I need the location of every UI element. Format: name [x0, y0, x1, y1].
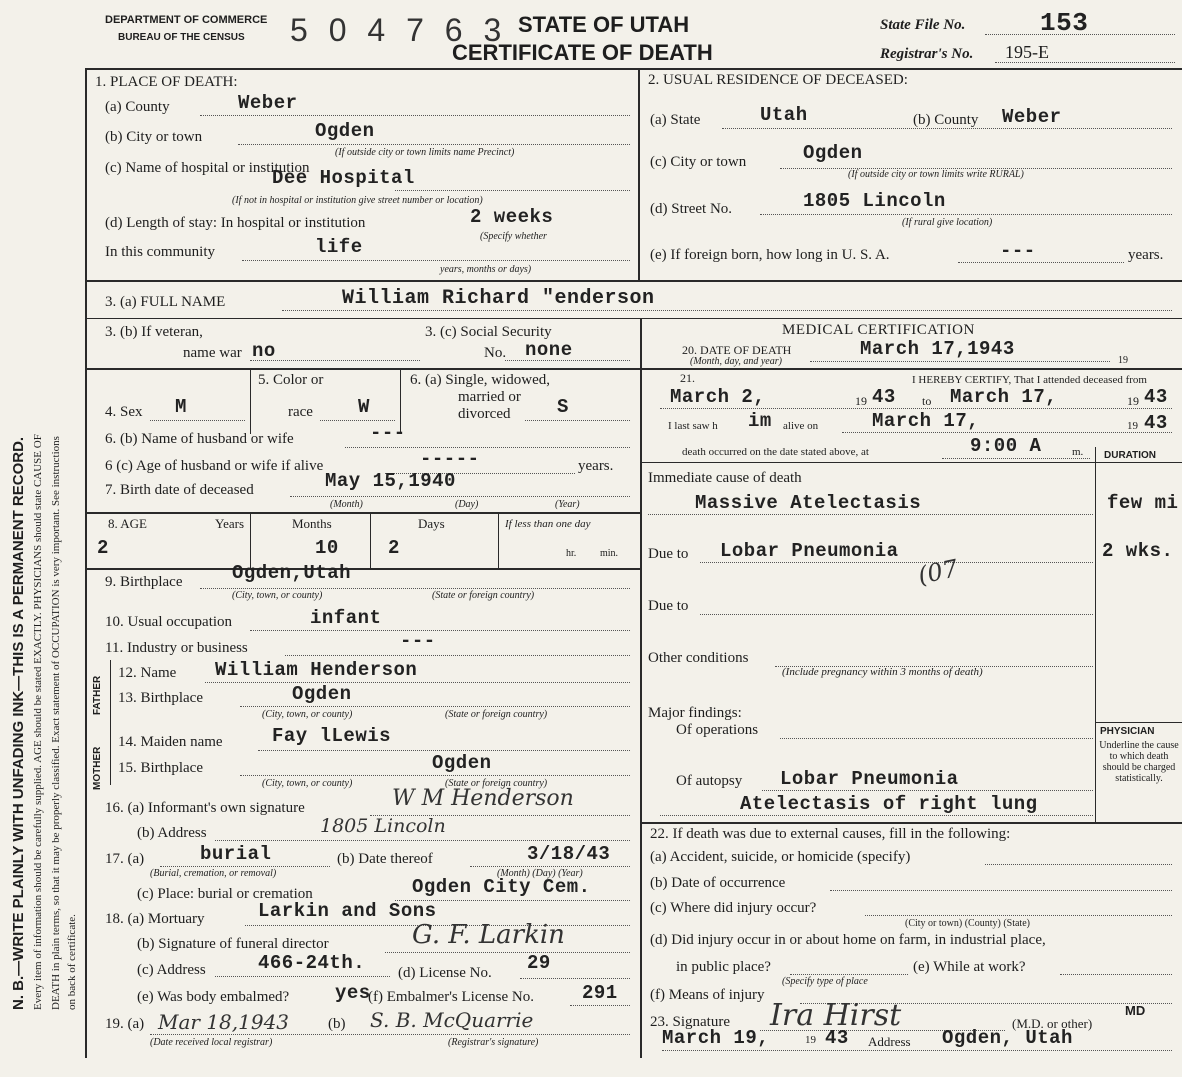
- signature-address-label: Address: [868, 1034, 911, 1049]
- operations-label: Of operations: [676, 722, 759, 738]
- dod-note: (Month, day, and year): [690, 356, 782, 367]
- external-c: (c) Where did injury occur?: [650, 900, 817, 916]
- age-less-header: If less than one day: [505, 518, 591, 530]
- external-d: (d) Did injury occur in or about home on farm, in industrial place,: [650, 932, 1046, 948]
- attend-from: March 2,: [670, 386, 766, 408]
- mother-maiden-value: Fay lLewis: [272, 725, 392, 747]
- margin-instruction-main: N. B.—WRITE PLAINLY WITH UNFADING INK—THIS IS A PERMANENT RECORD.: [10, 436, 27, 1010]
- last-saw-date: March 17,: [872, 410, 980, 432]
- due1-value: Lobar Pneumonia: [720, 540, 899, 562]
- embalmer-license-label: (f) Embalmer's License No.: [368, 989, 534, 1005]
- age-days-header: Days: [418, 516, 445, 531]
- race-value: W: [358, 396, 370, 418]
- ssn-value: none: [525, 339, 573, 361]
- signature-19: 19: [805, 1034, 816, 1046]
- birth-day-note: (Day): [455, 499, 479, 510]
- physician-header: PHYSICIAN: [1100, 726, 1155, 737]
- immediate-value: Massive Atelectasis: [695, 492, 922, 514]
- immediate-duration: few mi: [1107, 492, 1179, 514]
- birthplace-label: 9. Birthplace: [105, 574, 183, 590]
- burial-label: 17. (a): [105, 851, 145, 867]
- physician-note: Underline the cause to which death should be charged statistically.: [1099, 740, 1179, 784]
- mother-bp-note2: (State or foreign country): [445, 778, 548, 789]
- medical-heading: MEDICAL CERTIFICATION: [782, 322, 975, 338]
- attend-to-label: to: [922, 394, 932, 408]
- father-name-value: William Henderson: [215, 659, 418, 681]
- full-name-value: William Richard "enderson: [342, 287, 655, 310]
- age-min: min.: [600, 548, 619, 559]
- due1-label: Due to: [648, 546, 689, 562]
- burial-place-label: (c) Place: burial or cremation: [137, 886, 313, 902]
- father-bp-note2: (State or foreign country): [445, 709, 548, 720]
- certificate-number: 5 0 4 7 6 3: [290, 12, 508, 48]
- other-label: Other conditions: [648, 650, 749, 666]
- mother-bp-label: 15. Birthplace: [118, 760, 203, 776]
- registrar-note1: (Date received local registrar): [150, 1037, 273, 1048]
- community-label: In this community: [105, 244, 215, 260]
- registrar-date: Mar 18,1943: [158, 1010, 290, 1034]
- father-name-label: 12. Name: [118, 665, 177, 681]
- age-hr: hr.: [566, 548, 577, 559]
- burial-value: burial: [200, 843, 272, 865]
- registrar-signature: S. B. McQuarrie: [370, 1008, 534, 1032]
- industry-value: ---: [400, 630, 436, 652]
- external-d2: in public place?: [676, 959, 771, 975]
- spouse-age-value: -----: [420, 448, 480, 470]
- occupation-label: 10. Usual occupation: [105, 614, 233, 630]
- race-label: race: [288, 404, 313, 420]
- informant-signature: W M Henderson: [392, 786, 574, 811]
- margin-instruction-4: on back of certificate.: [66, 914, 78, 1010]
- dept-label: DEPARTMENT OF COMMERCE: [105, 14, 268, 26]
- father-bp-note1: (City, town, or county): [262, 709, 353, 720]
- age-label: 8. AGE: [108, 516, 147, 531]
- mortuary-label: 18. (a) Mortuary: [105, 911, 205, 927]
- embalmer-license-value: 291: [582, 982, 618, 1004]
- license-label: (d) License No.: [398, 965, 492, 981]
- burial-place-value: Ogden City Cem.: [412, 876, 591, 898]
- full-name-label: 3. (a) FULL NAME: [105, 294, 226, 310]
- state-file-label: State File No.: [880, 17, 966, 33]
- industry-label: 11. Industry or business: [105, 640, 248, 656]
- county-value: Weber: [238, 92, 298, 114]
- burial-note: (Burial, cremation, or removal): [150, 868, 277, 879]
- ssn-label: 3. (c) Social Security: [425, 324, 552, 340]
- autopsy-value-2: Atelectasis of right lung: [740, 793, 1038, 815]
- birth-label: 7. Birth date of deceased: [105, 482, 254, 498]
- res-street-value: 1805 Lincoln: [803, 190, 946, 212]
- dod-value: March 17,1943: [860, 338, 1015, 360]
- certificate-title: CERTIFICATE OF DEATH: [452, 40, 713, 65]
- mother-bp-value: Ogden: [432, 752, 492, 774]
- res-city-note: (If outside city or town limits write RURAL): [848, 169, 1024, 180]
- spouse-age-years: years.: [578, 458, 614, 474]
- dod-label: 20. DATE OF DEATH: [682, 343, 792, 357]
- signature-address: Ogden, Utah: [942, 1027, 1073, 1049]
- signature-yr: 43: [825, 1027, 849, 1049]
- veteran-label-2: name war: [183, 345, 242, 361]
- attend-from-19: 19: [855, 394, 867, 408]
- res-foreign-label: (e) If foreign born, how long in U. S. A.: [650, 247, 890, 263]
- color-label: 5. Color or: [258, 372, 324, 388]
- birthplace-note1: (City, town, or county): [232, 590, 323, 601]
- funeral-dir-label: (b) Signature of funeral director: [137, 936, 329, 952]
- informant-addr: 1805 Lincoln: [320, 815, 446, 837]
- city-note: (If outside city or town limits name Precinct): [335, 147, 515, 158]
- due2-label: Due to: [648, 598, 689, 614]
- marital-value: S: [557, 396, 569, 418]
- age-months-header: Months: [292, 516, 332, 531]
- signature-label: 23. Signature: [650, 1014, 730, 1030]
- father-side-label: FATHER: [92, 675, 103, 715]
- external-c-note: (City or town) (County) (State): [905, 918, 1030, 929]
- city-label: (b) City or town: [105, 129, 203, 145]
- ssn-label-2: No.: [484, 345, 507, 361]
- residence-heading: 2. USUAL RESIDENCE OF DECEASED:: [648, 72, 908, 88]
- informant-label: 16. (a) Informant's own signature: [105, 800, 305, 816]
- city-value: Ogden: [315, 120, 375, 142]
- alive-label: alive on: [783, 420, 819, 432]
- hospital-note: (If not in hospital or institution give street number or location): [232, 195, 483, 206]
- autopsy-value-1: Lobar Pneumonia: [780, 768, 959, 790]
- occupation-value: infant: [310, 607, 382, 629]
- other-note: (Include pregnancy within 3 months of death): [782, 666, 983, 678]
- occurred-label: death occurred on the date stated above, at: [682, 446, 869, 458]
- last-yr: 43: [1144, 412, 1168, 434]
- dod-19: 19: [1118, 355, 1128, 366]
- res-city-value: Ogden: [803, 142, 863, 164]
- mortuary-addr-value: 466-24th.: [258, 952, 366, 974]
- spouse-label: 6. (b) Name of husband or wife: [105, 431, 294, 447]
- physician-signature: Ira Hirst: [770, 998, 902, 1033]
- veteran-label: 3. (b) If veteran,: [105, 324, 203, 340]
- autopsy-label: Of autopsy: [676, 773, 743, 789]
- res-state-value: Utah: [760, 104, 808, 126]
- embalmed-label: (e) Was body embalmed?: [137, 989, 290, 1005]
- mother-bp-note1: (City, town, or county): [262, 778, 353, 789]
- stay-label: (d) Length of stay: In hospital or institution: [105, 215, 366, 231]
- death-time-m: m.: [1072, 446, 1084, 458]
- signature-date: March 19,: [662, 1027, 770, 1049]
- birthplace-note2: (State or foreign country): [432, 590, 535, 601]
- ymd-note: years, months or days): [440, 264, 532, 275]
- res-street-note: (If rural give location): [902, 217, 993, 228]
- sex-value: M: [175, 396, 187, 418]
- burial-date-note: (Month) (Day) (Year): [497, 868, 583, 879]
- due1-duration: 2 wks.: [1102, 540, 1174, 562]
- external-heading: 22. If death was due to external causes, fill in the following:: [650, 826, 1011, 842]
- signature-md: MD: [1125, 1003, 1146, 1018]
- state-file-value: 153: [1040, 8, 1089, 38]
- external-d-note: (Specify type of place: [782, 976, 868, 987]
- res-foreign-value: ---: [1000, 240, 1036, 262]
- major-label: Major findings:: [648, 705, 742, 721]
- stay-value: 2 weeks: [470, 206, 554, 228]
- burial-date-label: (b) Date thereof: [337, 851, 433, 867]
- immediate-label: Immediate cause of death: [648, 470, 802, 486]
- registrar-19-label: 19. (a): [105, 1016, 145, 1032]
- res-city-label: (c) City or town: [650, 154, 747, 170]
- cert-text: I HEREBY CERTIFY, That I attended deceased from: [912, 374, 1147, 386]
- birth-month-note: (Month): [330, 499, 363, 510]
- license-value: 29: [527, 952, 551, 974]
- community-value: life: [315, 236, 363, 258]
- marital-label-3: divorced: [458, 406, 511, 422]
- embalmed-value: yes: [335, 982, 371, 1004]
- res-county-value: Weber: [1002, 106, 1062, 128]
- external-f: (f) Means of injury: [650, 987, 765, 1003]
- cause-code: (07: [915, 554, 961, 590]
- registrar-note2: (Registrar's signature): [448, 1037, 539, 1048]
- veteran-value: no: [252, 340, 276, 362]
- mother-maiden-label: 14. Maiden name: [118, 734, 223, 750]
- birthplace-value: Ogden,Utah: [232, 562, 352, 584]
- hospital-label: (c) Name of hospital or institution: [105, 160, 310, 176]
- spouse-value: ---: [370, 422, 406, 444]
- county-label: (a) County: [105, 99, 170, 115]
- registrar-label: Registrar's No.: [880, 46, 974, 62]
- state-title: STATE OF UTAH: [518, 12, 690, 37]
- external-b: (b) Date of occurrence: [650, 875, 786, 891]
- duration-header: DURATION: [1104, 450, 1157, 461]
- res-street-label: (d) Street No.: [650, 201, 733, 217]
- attend-to-19: 19: [1127, 394, 1139, 408]
- bureau-label: BUREAU OF THE CENSUS: [118, 32, 245, 43]
- birth-year-note: (Year): [555, 499, 580, 510]
- res-state-label: (a) State: [650, 112, 701, 128]
- registrar-value: 195-E: [1005, 42, 1049, 62]
- funeral-dir-signature: G. F. Larkin: [412, 920, 565, 950]
- res-years-label: years.: [1128, 247, 1164, 263]
- marital-label: 6. (a) Single, widowed,: [410, 372, 550, 388]
- father-bp-label: 13. Birthplace: [118, 690, 203, 706]
- margin-instruction-3: DEATH in plain terms, so that it may be properly classified. Exact statement of OCCUPATION is very important. See instructions: [50, 436, 62, 1010]
- sex-label: 4. Sex: [105, 404, 143, 420]
- external-e: (e) While at work?: [913, 959, 1026, 975]
- age-days-value: 2: [388, 537, 400, 559]
- age-years-header: Years: [215, 516, 245, 531]
- attend-from-yr: 43: [872, 386, 896, 408]
- mortuary-value: Larkin and Sons: [258, 900, 437, 922]
- attend-to: March 17,: [950, 386, 1058, 408]
- cert-num: 21.: [680, 371, 695, 385]
- signature-md-note: (M.D. or other): [1012, 1016, 1093, 1031]
- attend-to-yr: 43: [1144, 386, 1168, 408]
- mortuary-addr-label: (c) Address: [137, 962, 206, 978]
- last-19: 19: [1127, 420, 1138, 432]
- informant-addr-label: (b) Address: [137, 825, 207, 841]
- hospital-value: Dee Hospital: [272, 167, 415, 189]
- specify-note: (Specify whether: [480, 231, 547, 242]
- father-bp-value: Ogden: [292, 683, 352, 705]
- res-county-label: (b) County: [913, 112, 979, 128]
- registrar-b-label: (b): [328, 1016, 346, 1032]
- burial-date-value: 3/18/43: [527, 843, 611, 865]
- death-time: 9:00 A: [970, 435, 1042, 457]
- mother-side-label: MOTHER: [92, 746, 103, 790]
- age-months-value: 10: [315, 537, 339, 559]
- external-a: (a) Accident, suicide, or homicide (specify): [650, 849, 911, 865]
- last-saw-label: I last saw h: [668, 420, 718, 432]
- birth-value: May 15,1940: [325, 470, 456, 492]
- age-years-value: 2: [97, 537, 109, 559]
- marital-label-2: married or: [458, 389, 521, 405]
- margin-instruction-2: Every item of information should be carefully supplied. AGE should be stated EXACTLY. PHYSICIANS should state CAUSE OF: [32, 434, 44, 1010]
- last-saw-value: im: [748, 410, 772, 432]
- spouse-age-label: 6 (c) Age of husband or wife if alive: [105, 458, 324, 474]
- place-of-death-heading: 1. PLACE OF DEATH:: [95, 74, 238, 90]
